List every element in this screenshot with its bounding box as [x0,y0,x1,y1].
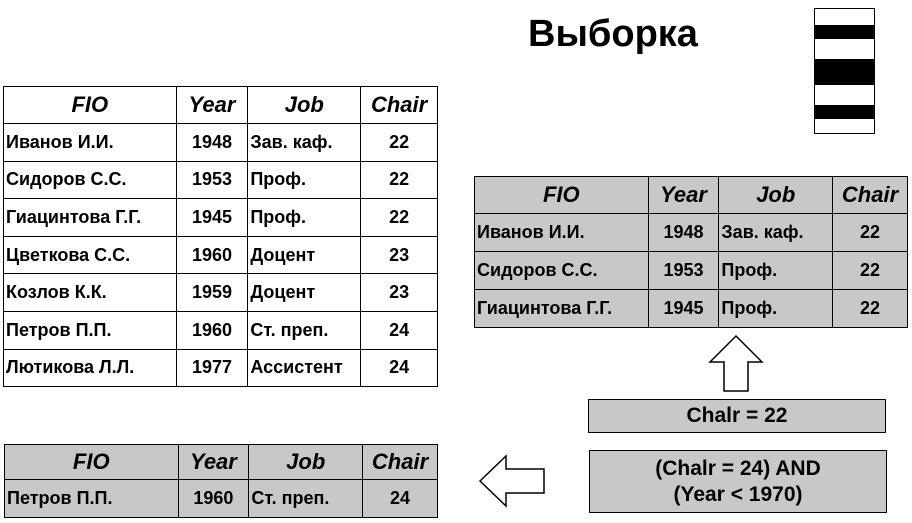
column-header-chair: Chair [361,87,438,124]
cell-fio: Козлов К.К. [4,274,177,312]
striped-emblem [814,8,875,134]
table-header-row [475,177,908,214]
cell-year: 1953 [176,161,248,199]
condition-text: Chalr = 22 [686,404,788,427]
page-title: Выборка [528,13,698,55]
cell-year: 1959 [176,274,248,312]
condition-text-line-2: (Year < 1970) [673,482,803,506]
cell-fio: Иванов И.И. [4,124,177,162]
cell-chair: 22 [361,124,438,162]
table-row [4,161,438,199]
cell-chair: 24 [361,349,438,387]
table-row [4,199,438,237]
cell-chair: 22 [833,290,908,328]
table-header-row [5,445,438,480]
cell-fio: Петров П.П. [5,480,179,518]
arrow-left-icon [478,454,546,508]
cell-job: Проф. [719,252,833,290]
cell-fio: Сидоров С.С. [4,161,177,199]
source-table [3,86,438,387]
table-row [4,236,438,274]
cell-year: 1945 [648,290,719,328]
cell-fio: Лютикова Л.Л. [4,349,177,387]
column-header-job: Job [249,445,363,480]
cell-year: 1960 [176,236,248,274]
cell-year: 1960 [178,480,249,518]
table-row [4,124,438,162]
cell-year: 1977 [176,349,248,387]
cell-year: 1948 [176,124,248,162]
cell-chair: 22 [833,214,908,252]
cell-job: Проф. [248,161,361,199]
cell-chair: 22 [361,161,438,199]
cell-chair: 24 [363,480,438,518]
table-row [475,252,908,290]
condition-chair-24-year [589,450,887,513]
cell-job: Ст. преп. [249,480,363,518]
cell-fio: Цветкова С.С. [4,236,177,274]
column-header-fio: FIO [475,177,649,214]
cell-fio: Иванов И.И. [475,214,649,252]
cell-year: 1953 [648,252,719,290]
column-header-year: Year [178,445,249,480]
cell-fio: Гиацинтова Г.Г. [475,290,649,328]
column-header-chair: Chair [363,445,438,480]
table-row [5,480,438,518]
column-header-fio: FIO [5,445,179,480]
cell-job: Доцент [248,236,361,274]
condition-chair-22 [588,399,886,433]
table-row [475,290,908,328]
cell-job: Доцент [248,274,361,312]
cell-job: Ассистент [248,349,361,387]
column-header-job: Job [248,87,361,124]
cell-job: Ст. преп. [248,311,361,349]
cell-fio: Гиацинтова Г.Г. [4,199,177,237]
cell-job: Проф. [248,199,361,237]
cell-chair: 23 [361,274,438,312]
column-header-year: Year [176,87,248,124]
result-table-chair-24-year [4,444,438,518]
column-header-chair: Chair [833,177,908,214]
cell-year: 1945 [176,199,248,237]
cell-chair: 22 [361,199,438,237]
column-header-year: Year [648,177,719,214]
table-row [4,349,438,387]
cell-year: 1960 [176,311,248,349]
cell-chair: 24 [361,311,438,349]
condition-text-line-1: (Chalr = 24) AND [655,456,821,480]
result-table-chair-22 [474,176,908,328]
cell-fio: Петров П.П. [4,311,177,349]
cell-job: Зав. каф. [248,124,361,162]
cell-fio: Сидоров С.С. [475,252,649,290]
column-header-fio: FIO [4,87,177,124]
cell-chair: 23 [361,236,438,274]
table-header-row [4,87,438,124]
table-row [4,311,438,349]
column-header-job: Job [719,177,833,214]
arrow-up-icon [708,335,764,393]
cell-job: Проф. [719,290,833,328]
cell-job: Зав. каф. [719,214,833,252]
cell-year: 1948 [648,214,719,252]
cell-chair: 22 [833,252,908,290]
table-row [475,214,908,252]
table-row [4,274,438,312]
